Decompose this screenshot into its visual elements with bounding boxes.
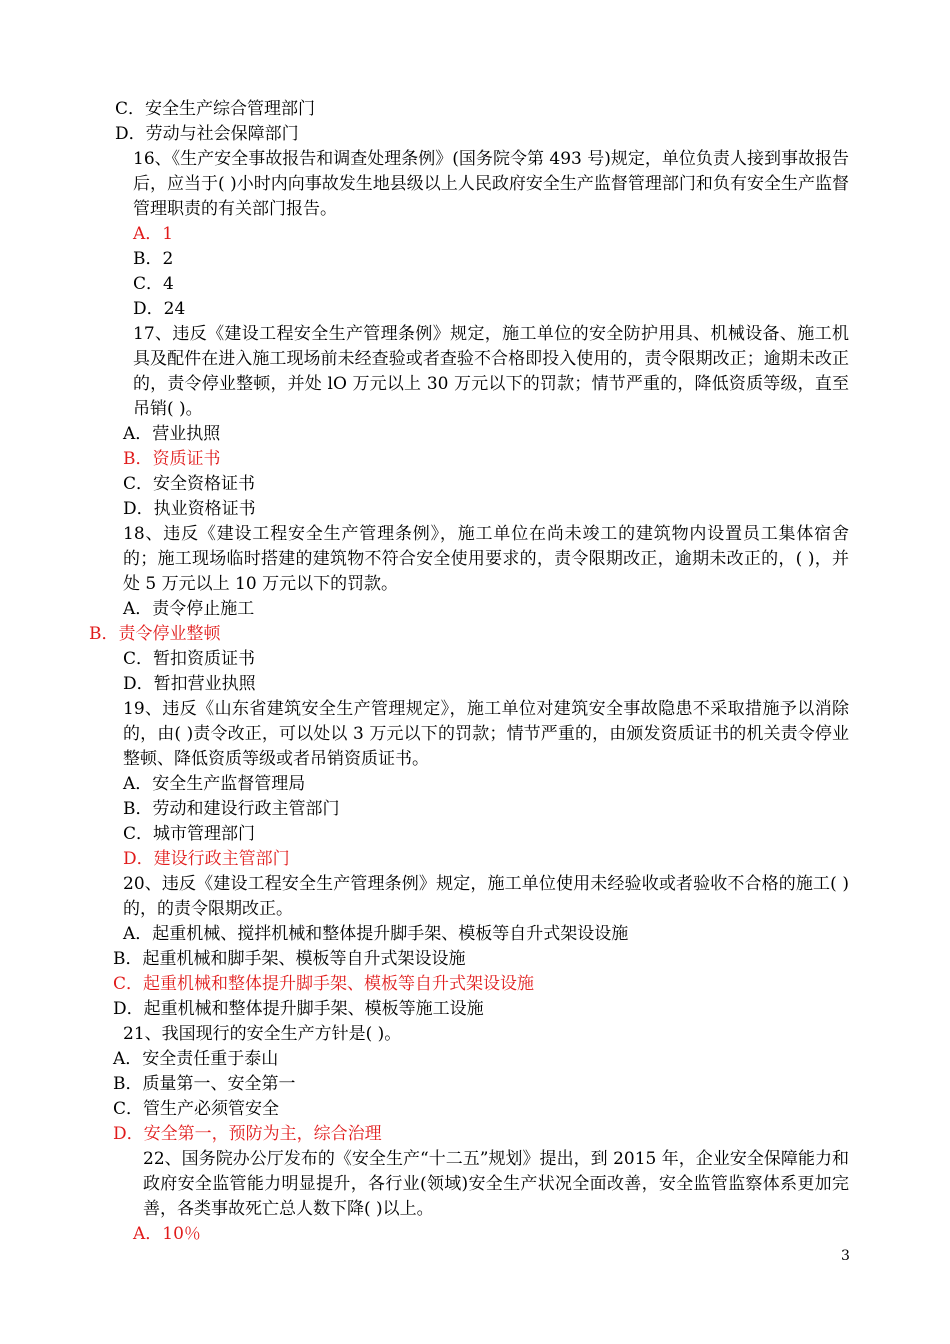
page-number: 3 bbox=[841, 1248, 850, 1264]
question-20: 20、违反《建设工程安全生产管理条例》规定，施工单位使用未经验收或者验收不合格的施工( )的，的责令限期改正。 bbox=[123, 874, 849, 919]
q20-option-a: A．起重机械、搅拌机械和整体提升脚手架、模板等自升式架设设施 bbox=[123, 924, 629, 944]
q21-option-a: A．安全责任重于泰山 bbox=[113, 1049, 279, 1069]
q18-option-b: B．责令停业整顿 bbox=[89, 624, 221, 644]
question-21: 21、我国现行的安全生产方针是( )。 bbox=[123, 1024, 402, 1044]
q16-option-b: B．2 bbox=[133, 249, 174, 269]
q21-option-d: D．安全第一，预防为主，综合治理 bbox=[113, 1124, 382, 1144]
q20-option-d: D．起重机械和整体提升脚手架、模板等施工设施 bbox=[113, 999, 484, 1019]
q22-option-a: A．10％ bbox=[133, 1224, 201, 1244]
q17-option-b: B．资质证书 bbox=[123, 449, 221, 469]
q16-option-a: A．1 bbox=[133, 224, 174, 244]
q19-option-d: D．建设行政主管部门 bbox=[123, 849, 290, 869]
q18-option-a: A．责令停止施工 bbox=[123, 599, 255, 619]
question-16: 16、《生产安全事故报告和调查处理条例》(国务院令第 493 号)规定，单位负责人接到事故报告后，应当于( )小时内向事故发生地县级以上人民政府安全生产监督管理部门和负有安全生产监督管理职责的有关部门报告。 bbox=[133, 149, 849, 219]
q19-option-c: C．城市管理部门 bbox=[123, 824, 256, 844]
q16-option-c: C．4 bbox=[133, 274, 174, 294]
question-22: 22、国务院办公厅发布的《安全生产“十二五”规划》提出，到 2015 年，企业安全保障能力和政府安全监管能力明显提升，各行业(领域)安全生产状况全面改善，安全监管监察体系更加完善，各类事故死亡总人数下降( )以上。 bbox=[143, 1149, 849, 1219]
q21-option-b: B．质量第一、安全第一 bbox=[113, 1074, 296, 1094]
line-d-opt: D．劳动与社会保障部门 bbox=[115, 124, 299, 144]
q18-option-c: C．暂扣资质证书 bbox=[123, 649, 256, 669]
q20-option-b: B．起重机械和脚手架、模板等自升式架设设施 bbox=[113, 949, 466, 969]
q18-option-d: D．暂扣营业执照 bbox=[123, 674, 256, 694]
q20-option-c: C．起重机械和整体提升脚手架、模板等自升式架设设施 bbox=[113, 974, 535, 994]
q19-option-a: A．安全生产监督管理局 bbox=[123, 774, 306, 794]
question-19: 19、违反《山东省建筑安全生产管理规定》，施工单位对建筑安全事故隐患不采取措施予以消除的，由( )责令改正，可以处以 3 万元以下的罚款；情节严重的，由颁发资质证书的机关责令停业整顿、降低资质等级或者吊销资质证书。 bbox=[123, 699, 849, 769]
question-18: 18、违反《建设工程安全生产管理条例》，施工单位在尚未竣工的建筑物内设置员工集体宿舍的；施工现场临时搭建的建筑物不符合安全使用要求的，责令限期改正，逾期未改正的，( )，并处 5 万元以上 10 万元以下的罚款。 bbox=[123, 524, 849, 594]
q16-option-d: D．24 bbox=[133, 299, 186, 319]
line-c-opt: C．安全生产综合管理部门 bbox=[115, 99, 316, 119]
question-17: 17、违反《建设工程安全生产管理条例》规定，施工单位的安全防护用具、机械设备、施工机具及配件在进入施工现场前未经查验或者查验不合格即投入使用的，责令限期改正；逾期未改正的，责令停业整顿，并处 lO 万元以上 30 万元以下的罚款；情节严重的，降低资质等级，直至吊销( )。 bbox=[133, 324, 849, 419]
q19-option-b: B．劳动和建设行政主管部门 bbox=[123, 799, 340, 819]
q21-option-c: C．管生产必须管安全 bbox=[113, 1099, 280, 1119]
q17-option-a: A．营业执照 bbox=[123, 424, 221, 444]
q17-option-d: D．执业资格证书 bbox=[123, 499, 256, 519]
q17-option-c: C．安全资格证书 bbox=[123, 474, 256, 494]
